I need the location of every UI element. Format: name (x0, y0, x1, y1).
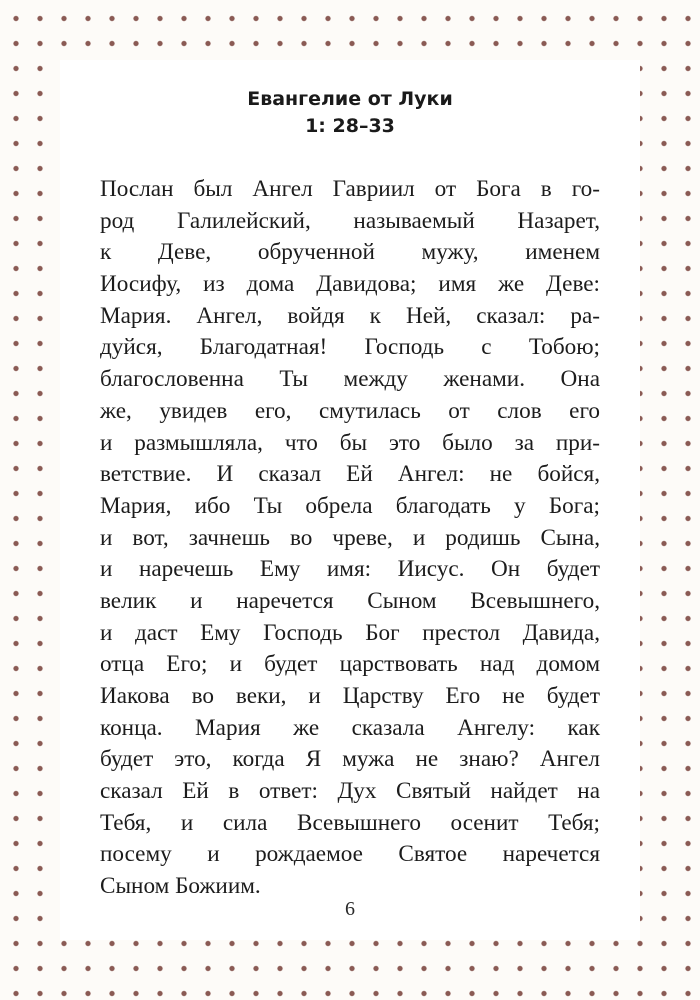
text-line: дуйся, Благодатная! Господь с Тобою; (100, 334, 600, 361)
text-line: Сыном Божиим. (100, 873, 261, 900)
text-line: и наречешь Ему имя: Иисус. Он будет (100, 556, 600, 583)
text-line: ветствие. И сказал Ей Ангел: не бойся, (100, 461, 600, 488)
text-line: и вот, зачнешь во чреве, и родишь Сына, (100, 524, 600, 551)
text-line: Мария, ибо Ты обрела благодать у Бога; (100, 492, 600, 519)
text-line: Иакова во веки, и Царству Его не будет (100, 683, 600, 709)
text-line: и размышляла, что бы это было за при- (100, 429, 600, 456)
text-line: сказал Ей в ответ: Дух Святый найдет на (100, 778, 600, 805)
scripture-text (100, 174, 600, 903)
text-line: Послан был Ангел Гавриил от Бога в го- (100, 176, 600, 202)
text-line: велик и наречется Сыном Всевышнего, (100, 587, 600, 614)
page-panel (60, 60, 640, 940)
gospel-title: Евангелие от Луки (247, 88, 453, 110)
text-line: и даст Ему Господь Бог престол Давида, (100, 619, 600, 646)
text-line: к Деве, обрученной мужу, именем (100, 239, 600, 266)
text-line: Иосифу, из дома Давидова; имя же Деве: (100, 271, 600, 298)
page-title (60, 86, 640, 140)
text-line: род Галилейский, называемый Назарет, (100, 207, 600, 234)
page-number: 6 (345, 898, 355, 920)
text-line: отца Его; и будет царствовать над домом (100, 651, 600, 678)
text-line: будет это, когда Я мужа не знаю? Ангел (100, 746, 600, 773)
text-line: благословенна Ты между женами. Она (100, 366, 600, 393)
text-line: Мария. Ангел, войдя к Ней, сказал: ра- (100, 302, 600, 329)
text-line: Тебя, и сила Всевышнего осенит Тебя; (100, 809, 600, 836)
text-line: конца. Мария же сказала Ангелу: как (100, 714, 600, 741)
text-line: же, увидев его, смутилась от слов его (100, 397, 600, 424)
verse-reference: 1: 28–33 (305, 115, 395, 137)
text-line: посему и рождаемое Святое наречется (100, 841, 600, 868)
